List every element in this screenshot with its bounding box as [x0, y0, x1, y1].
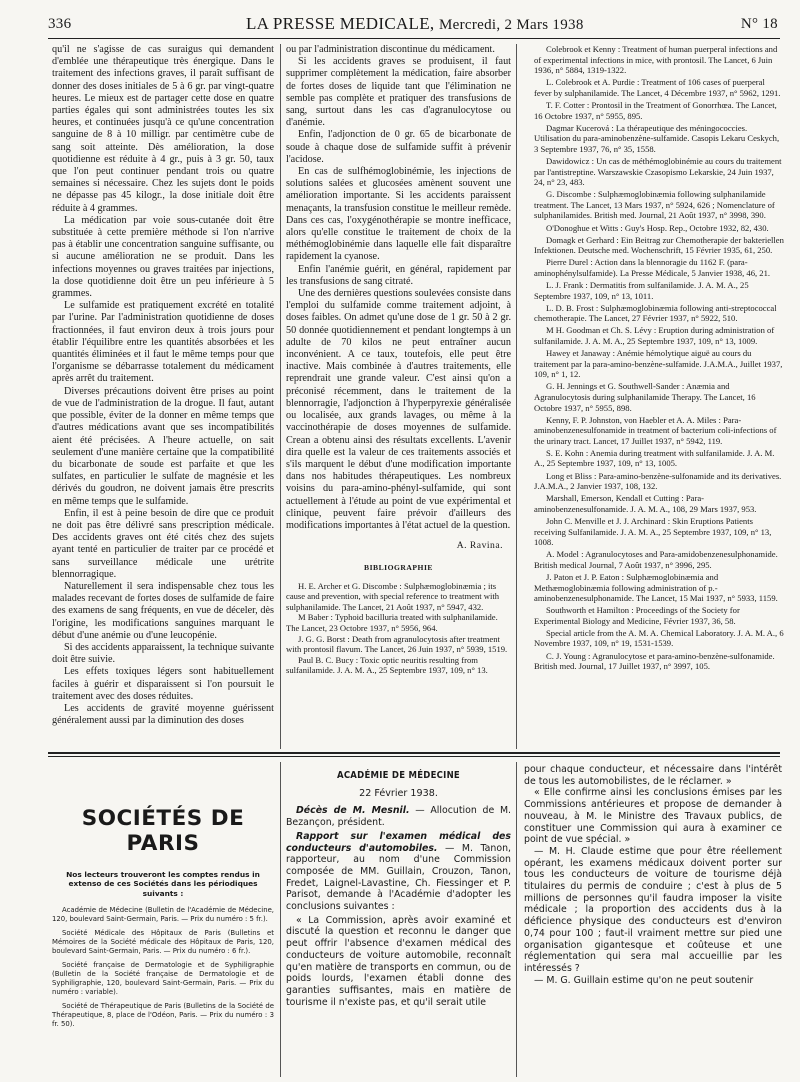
bibliography-entry: A. Model : Agranulocytoses and Para-amidobenzenesulphonamide. British medical Journal, 7 Août 1937, n° 3996, 295.	[534, 549, 778, 570]
bibliography-entry: Dawidowicz : Un cas de méthémoglobinémie au cours du traitement par l'antistreptine. Warszawskie Czasopismo Lekarskie, 24 Juin 1937, 24, n° 23, 483.	[534, 155, 782, 188]
bibliography-entry: Colebrook et Kenny : Treatment of human puerperal infections and of experimental infections in mice, with prontosil. The Lancet, 6 Juin 1936, n° 5884, 1319-1322.	[534, 44, 778, 76]
bibliography-entry: Domagk et Gerhard : Ein Beitrag zur Chemotherapie der bakteriellen Infektionen. Deutsche med. Wochenschrift, 15 Février 1935, 61, 250.	[534, 234, 784, 256]
session-date: 22 Février 1938.	[359, 787, 438, 799]
page-header	[48, 14, 778, 36]
paragraph: « Elle confirme ainsi les conclusions émises par les Commissions antérieures et propose de demander à nouveau, à M. le Ministre des Travaux publics, de constituer une Commission qui aura à examiner ce point de vue spécial. »	[524, 787, 782, 846]
academie-section	[286, 766, 511, 1010]
paragraph: Une des dernières questions soulevées consiste dans l'emploi du sulfamide comme traitement adjoint, à doses faibles. On admet qu'une dose de 1 gr. 50 à 2 gr. 50 donnée quotidiennement et pendant longtemps à un adulte de 70 kilos ne peut entraîner aucun inconvénient. A ce taux, toutefois, elle peut être inactive. Mais combinée à d'autres traitements, elle reprendrait une grande valeur. C'est ainsi qu'on a préconisé récemment, dans le traitement de la blennorragie, l'adjonction à l'hyperpyrexie généralisée ou localisée, aux grands lavages, ou même à la vaccinothérapie de doses moyennes de sulfamide. Crean a obtenu ainsi des résultats excellents. L'avenir dira quelle est la valeur de ces traitements associés et s'ils marquent le début d'une modification importante dans nos habitudes thérapeutiques. Les nombreux voisins du para-amino-phényl-sulfamide, qui sont actuellement à l'étude au point de vue expérimental et clinique, peuvent faire prévoir d'ailleurs des modifications importantes à l'état actuel de la question.	[286, 288, 511, 531]
bibliography-entry: Special article from the A. M. A. Chemical Laboratory. J. A. M. A., 6 Novembre 1937, 109, n° 19, 1531-1539.	[534, 627, 784, 649]
societes-entry: Société Médicale des Hôpitaux de Paris (Bulletins et Mémoires de la Société médicale des Hôpitaux de Paris, 120, boulevard Saint-Germain, Paris. — Prix du numéro : 6 fr.).	[52, 929, 274, 955]
societes-box	[52, 792, 274, 1034]
bibliography-entry: L. J. Frank : Dermatitis from sulfanilamide. J. A. M. A., 25 Septembre 1937, 109, n° 13, 1011.	[534, 279, 749, 301]
societes-intro: Nos lecteurs trouveront les comptes rendus in extenso de ces Sociétés dans les périodiques suivants :	[66, 870, 260, 898]
bibliography-entry: S. E. Kohn : Anemia during treatment with sulfanilamide. J. A. M. A., 25 Septembre 1937, 109, n° 13, 1005.	[534, 447, 775, 469]
bibliography-entry: Kenny, F. P. Johnston, von Haebler et A. A. Miles : Para-aminobenzenesulfonamide in treatment of bacterium coli-infections of the urinary tract. Lancet, 17 Juillet 1937, n° 5942, 119.	[534, 414, 777, 446]
paragraph: Le sulfamide est pratiquement excrété en totalité par l'urine. Par l'administration quotidienne de doses fractionnées, il faut environ deux à trois jours pour établir l'équilibre entre les quantités absorbées et les quantités éliminées et il faut le même temps pour que l'organisme se débarrasse totalement du médicament après arrêt du traitement.	[52, 300, 274, 385]
rapport-text: — M. Tanon, rapporteur, au nom d'une Commission composée de MM. Guillain, Crouzon, Tanon, Fredet, Laignel-Lavastine, Ch. Fiessinger et P. Parisot, demande à l'Académie d'adopter les conclusions suivantes :	[286, 842, 511, 913]
paragraph: Les effets toxiques légers sont habituellement faciles à guérir et disparaissent si l'on poursuit le traitement avec des doses réduites.	[52, 666, 274, 702]
societes-title: SOCIÉTÉS DE PARIS	[81, 806, 245, 856]
paragraph: — M. G. Guillain estime qu'on ne peut soutenir	[534, 974, 754, 986]
column-divider	[516, 762, 517, 1077]
bibliography-entry: Dagmar Kucerová : La thérapeutique des méningococcies. Utilisation du para-aminobenzène-sulfamide. Casopis Lekaru Ceskych, 3 Septembre 1937, 76, n° 35, 1558.	[534, 122, 780, 154]
section-rule-thin	[48, 756, 780, 757]
author-signature: A. Ravina.	[456, 540, 503, 552]
societes-entry: Société française de Dermatologie et de Syphiligraphie (Bulletin de la Société française de Dermatologie et de Syphiligraphie, 120, boulevard Saint-Germain, Paris. — Prix du numéro : variable).	[52, 961, 274, 996]
bibliography-entry: Paul B. C. Bucy : Toxic optic neuritis resulting from sulfanilamide. J. A. M. A., 25 Septembre 1937, 109, n° 13.	[286, 654, 488, 676]
paragraph: Naturellement il sera indispensable chez tous les malades recevant de fortes doses de sulfamide de faire des examens de sang fréquents, en vue de déceler, dès l'origine, les modifications sanguines marquant le début d'une anémie ou d'une leucopénie.	[52, 580, 274, 641]
deces-paragraph	[286, 805, 511, 828]
column-divider	[280, 44, 281, 749]
bibliography-entry: G. Discombe : Sulphæmoglobinæmia following sulphanilamide treatment. The Lancet, 13 Mars 1937, n° 5924, 626 ; Nomenclature of sulphanilamides. British med. Journal, 21 Août 1937, n° 3998, 390.	[534, 189, 775, 221]
bibliography-entry: J. Paton et J. P. Eaton : Sulphæmoglobinæmia and Methæmoglobinæmia following administration of p.-aminobenzenesulphonamide. The Lancet, 15 Mai 1937, n° 5933, 1159.	[534, 571, 778, 604]
bibliography-entry: Pierre Durel : Action dans la blennoragie du 1162 F. (para-aminophénylsulfamide). La Presse Médicale, 5 Janvier 1938, 46, 21.	[534, 257, 771, 278]
header-rule	[48, 38, 780, 39]
issue-number: N° 18	[740, 16, 778, 32]
paragraph: ou par l'administration discontinue du médicament.	[286, 44, 495, 55]
journal-name: LA PRESSE MEDICALE,	[246, 14, 435, 33]
article-column-2	[286, 44, 511, 676]
academie-heading: ACADÉMIE DE MÉDECINE	[336, 770, 461, 781]
bibliography-entry: M H. Goodman et Ch. S. Lévy : Eruption during administration of sulfanilamide. J. A. M. A., 25 Septembre 1937, 109, n° 13, 1009.	[534, 325, 775, 346]
paragraph: Enfin, l'adjonction de 0 gr. 65 de bicarbonate de soude à chaque dose de sulfamide suffit à prévenir l'acidose.	[286, 129, 511, 165]
paragraph: Diverses précautions doivent être prises au point de vue de l'administration de la drogue. Il faut, autant que possible, éviter de la donner en même temps que d'autres médications avant que ses incompatibilités aient été précisées. A l'heure actuelle, on sait seulement d'une manière certaine que la compatibilité du bicarbonate de soude est parfaite et que les sulfates, en particulier le sulfate de magnésie et les dérivés du goudron, ne doivent jamais être prescrits en même temps que le sulfamide.	[52, 385, 274, 507]
paragraph: La médication par voie sous-cutanée doit être substituée à cette première méthode si l'on n'arrive pas à établir une concentration sanguine suffisante, ou si aucune amélioration ne se produit. Dans les infections moyennes ou graves traitées par injections, la dose quotidienne doit être un peu inférieure à 5 grammes.	[52, 214, 274, 300]
journal-title	[246, 14, 584, 34]
rapport-paragraph	[286, 831, 511, 913]
bibliography-entry: T. F. Cotter : Prontosil in the Treatment of Gonorrhœa. The Lancet, 16 Octobre 1937, n° 5955, 895.	[534, 99, 777, 121]
paragraph: Si des accidents apparaissent, la technique suivante doit être suivie.	[52, 641, 274, 666]
bibliography-entry: John C. Menville et J. J. Archinard : Skin Eruptions Patients receiving Sulfanilamide. J. A. M. A., 25 Septembre 1937, 109, n° 13, 1008.	[534, 515, 772, 548]
bibliography-entry: G. H. Jennings et G. Southwell-Sander : Anæmia and Agranulocytosis during sulphanilamide Therapy. The Lancet, 16 Octobre 1937, n° 5955, 898.	[534, 381, 756, 413]
societes-entry: Académie de Médecine (Bulletin de l'Académie de Médecine, 120, boulevard Saint-Germain, Paris. — Prix du numéro : 5 fr.).	[52, 905, 274, 923]
bibliography-entry: J. G. G. Borst : Death from agranulocytosis after treatment with prontosil flavum. The Lancet, 26 Juin 1937, n° 5939, 1519.	[286, 633, 508, 655]
paragraph: Enfin, il est à peine besoin de dire que ce produit ne doit pas être délivré sans prescription médicale. Des accidents graves ont été cités chez des sujets ayant tenté en particulier de traiter par ce procédé et sans surveillance médicale une urétrite blennorragique.	[52, 507, 274, 580]
deces-text: — Allocution de M. Bezançon, président.	[286, 805, 512, 829]
bibliography-entry: L. Colebrook et A. Purdie : Treatment of 106 cases of puerperal fever by sulphanilamide. The Lancet, 4 Décembre 1937, n° 5962, 1291.	[534, 77, 781, 98]
rapport-title: Rapport sur l'examen médical des conducteurs d'automobiles.	[286, 830, 511, 854]
paragraph: Les accidents de gravité moyenne guérissent généralement aussi par la diminution des doses	[52, 702, 274, 727]
section-rule	[48, 752, 780, 754]
bibliography-entry: L. D. B. Frost : Sulphæmoglobinæmia following anti-streptococcal chemotherapie. The Lancet, 27 Février 1937, n° 5922, 510.	[534, 302, 777, 324]
issue-date: Mercredi, 2 Mars 1938	[439, 17, 584, 33]
paragraph: Enfin l'anémie guérit, en général, rapidement par les transfusions de sang citraté.	[286, 263, 511, 287]
paragraph: Si les accidents graves se produisent, il faut supprimer complètement la médication, faire absorber de fortes doses de liquide tant que l'élimination ne semble pas complète et pratiquer des transfusions de sang, surtout dans les cas d'agranulocytose ou d'anémie.	[286, 56, 511, 129]
paragraph: — M. H. Claude estime que pour être réellement opérant, les examens médicaux doivent porter sur tous les conducteurs de voiture de tourisme déjà titulaires du permis de conduire ; c'est à plus de 5 millions de personnes qu'il faudra imposer la visite médicale ; la proportion des accidents dus à la déficience physique des conducteurs est d'environ 0,74 pour 100 ; faut-il vraiment mettre sur pied une organisation gigantesque et coûteuse et une réglementation qui sera mal accueillie par les intéressés ?	[524, 845, 782, 974]
bibliography-entry: O'Donoghue et Witts : Guy's Hosp. Rep., Octobre 1932, 82, 430.	[546, 222, 769, 233]
bibliography-entry: Southworth et Hamilton : Proceedings of the Society for Experimental Biology and Medicine, Février 1937, 36, 58.	[534, 605, 740, 626]
paragraph: qu'il ne s'agisse de cas suraigus qui demandent d'emblée une thérapeutique très énergique. Dans le traitement des infections graves, il paraît suffisant de donner des doses initiales de 5 à 6 gr. par vingt-quatre heures. Le mieux est de partager cette dose en quatre parties égales qui sont administrées toutes les six heures, et continuées jusqu'à ce qu'une concentration sanguine de 8 à 10 milligr. par centimètre cube de sang soit atteinte. Dès amélioration, la dose quotidienne est réduite à 4 gr., puis à 3 gr. 50, taux que l'on peut continuer pendant trois ou quatre semaines si nécessaire. Chez les sujets dont le poids ne dépasse pas 45 kilogr., la dose initiale doit être réduite à 4 grammes.	[52, 44, 274, 214]
bibliography-column	[522, 44, 784, 673]
paragraph: En cas de sulfhémoglobinémie, les injections de solutions salées et glucosées amènent souvent une amélioration importante. Si les accidents paraissent menaçants, la transfusion constitue le meilleur remède. Dans ces cas, l'oxygénothérapie se montre inefficace, alors qu'elle constitue le traitement de choix de la méthémoglobinémie dans laquelle elle fait disparaître rapidement la cyanose.	[286, 166, 511, 263]
societes-entry: Société de Thérapeutique de Paris (Bulletins de la Société de Thérapeutique, 8, place de l'Odéon, Paris. — Prix du numéro : 3 fr. 50).	[52, 1002, 274, 1028]
bibliography-entry: C. J. Young : Agranulocytose et para-amino-benzène-sulfonamide. British med. Journal, 17 Juillet 1937, n° 3997, 105.	[534, 650, 775, 672]
article-column-1	[52, 44, 274, 727]
column-divider	[516, 44, 517, 749]
deces-title: Décès de M. Mesnil.	[296, 805, 410, 817]
bibliography-entry: H. E. Archer et G. Discombe : Sulphæmoglobinæmia ; its cause and prevention, with special reference to treatment with sulphanilamide. The Lancet, 21 Août 1937, n° 5947, 432.	[286, 580, 500, 612]
bibliography-entry: Marshall, Emerson, Kendall et Cutting : Para-aminobenzenesulfonamide. J. A. M. A., 108, 29 Mars 1937, 953.	[534, 493, 757, 514]
paragraph: pour chaque conducteur, et nécessaire dans l'intérêt de tous les automobilistes, de le réclamer. »	[524, 764, 782, 787]
bibliography-entry: Long et Bliss : Para-amino-benzène-sulfonamide and its derivatives. J.A.M.A., 2 Janvier 1937, 108, 132.	[534, 470, 782, 492]
academie-column-continued	[524, 764, 782, 986]
bibliography-heading: BIBLIOGRAPHIE	[364, 563, 433, 573]
column-divider	[280, 762, 281, 1077]
commission-quote: « La Commission, après avoir examiné et discuté la question et reconnu le danger que peut offrir l'absence d'examen médical des conducteurs de voiture automobile, reconnaît qu'en matière de transports en commun, ou de poids lourds, l'examen établi donne des garanties suffisantes, mais en matière de tourisme il n'existe pas, et qu'il serait utile	[286, 914, 511, 1008]
bibliography-entry: M Baber : Typhoid bacilluria treated with sulphanilamide. The Lancet, 23 Octobre 1937, n° 5956, 964.	[286, 612, 498, 633]
bibliography-entry: Hawey et Janaway : Anémie hémolytique aiguë au cours du traitement par la para-amino-benzène-sulfamide. J.A.M.A., Juillet 1937, 109, n° 1, 12.	[534, 348, 783, 380]
page-number: 336	[48, 16, 72, 32]
